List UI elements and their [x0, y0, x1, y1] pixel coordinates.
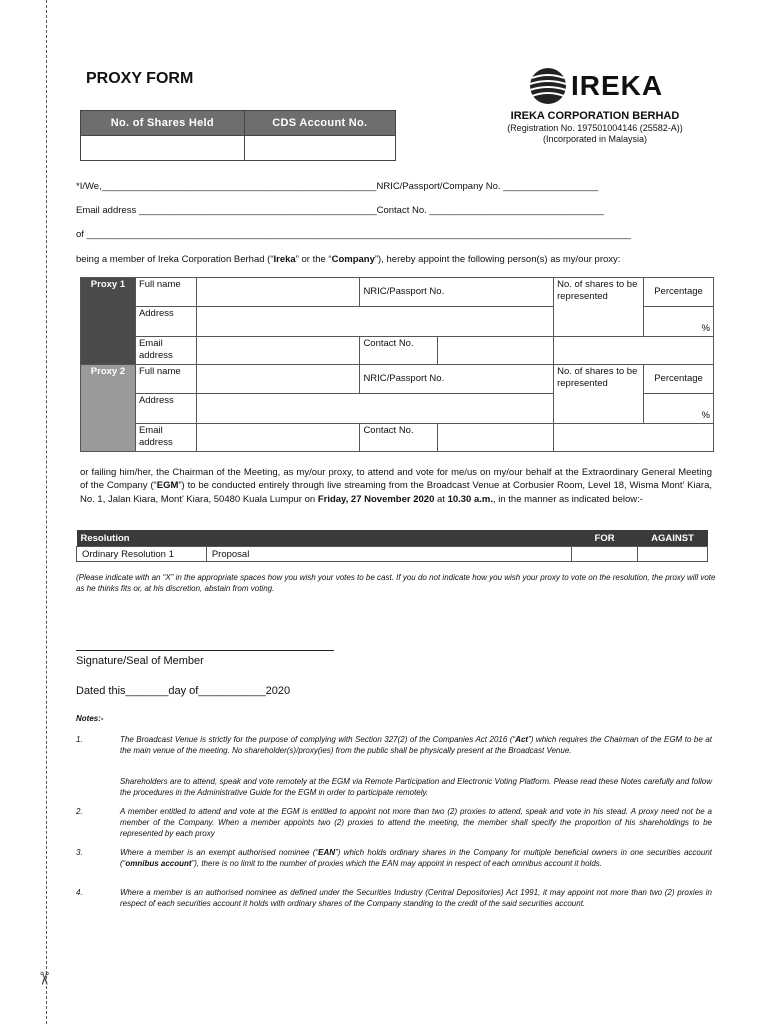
proxy1-fullname-field[interactable]	[196, 278, 360, 307]
note-number: 4.	[76, 888, 83, 897]
proxy1-percentage-field[interactable]: %	[644, 307, 714, 337]
cut-line	[46, 0, 47, 1024]
for-header: FOR	[572, 530, 638, 547]
for-vote-cell[interactable]	[572, 547, 638, 562]
note-text: Where a member is an exempt authorised nominee (“EAN”) which holds ordinary shares in the Company for multiple beneficial owners in one securities account (“omnibus account”), there is no limit to the number of proxies which the EAN may appoint in respect of each omnibus account it holds.	[120, 848, 712, 868]
proxy1-contact-field[interactable]	[438, 337, 554, 365]
proxy1-shares-label[interactable]: No. of shares to be represented	[554, 278, 644, 337]
proxy1-blank	[554, 337, 714, 365]
shares-held-header: No. of Shares Held	[81, 111, 245, 136]
proxy2-contact-label: Contact No.	[360, 424, 438, 452]
note-text: A member entitled to attend and vote at the EGM is entitled to appoint not more than two (2) proxies to attend, speak and vote in his stead. A proxy need not be a member of the Company. When a member appoints two (2) proxies to attend the meeting, the member shall specify the proportion of his shareholdings to be represented by each proxy	[120, 807, 712, 838]
proxy1-fullname-label: Full name	[135, 278, 196, 307]
iwe-label: *I/We,	[76, 181, 102, 192]
proxy2-blank	[554, 424, 714, 452]
of-label: of	[76, 229, 84, 240]
proxy2-email-field[interactable]	[196, 424, 360, 452]
proxy2-contact-field[interactable]	[438, 424, 554, 452]
scissors-icon: ✂	[34, 970, 55, 987]
dated-line[interactable]: Dated this_______day of___________2020	[76, 685, 291, 697]
resolution-desc: Proposal	[206, 547, 571, 562]
page-title: PROXY FORM	[86, 70, 194, 87]
email-line[interactable]: Email address _____________________________________________Contact No. _________________________________	[76, 205, 604, 216]
proxy1-address-label: Address	[135, 307, 196, 337]
proxy1-contact-label: Contact No.	[360, 337, 438, 365]
proxy1-address-field[interactable]	[196, 307, 553, 337]
proxy1-nric-label[interactable]: NRIC/Passport No.	[360, 278, 554, 307]
cds-account-field[interactable]	[244, 136, 395, 161]
proxy2-nric-label[interactable]: NRIC/Passport No.	[360, 365, 554, 394]
proxy1-percentage-label: Percentage	[644, 278, 714, 307]
company-name: IREKA CORPORATION BERHAD	[510, 110, 680, 122]
note-number: 3.	[76, 848, 83, 857]
proxy1-email-field[interactable]	[196, 337, 360, 365]
note-text: Shareholders are to attend, speak and vote remotely at the EGM via Remote Participation and Electronic Voting Platform. Please read these Notes carefully and follow the procedures in the Administrative Guide for the EGM in order to participate remotely.	[120, 777, 712, 797]
proxy2-fullname-label: Full name	[135, 365, 196, 394]
proxy2-address-field[interactable]	[196, 394, 553, 424]
proxy-table	[80, 277, 714, 452]
proxy1-label: Proxy 1	[81, 278, 136, 365]
company-registration: (Registration No. 197501004146 (25582-A))	[507, 123, 683, 133]
note-number: 2.	[76, 807, 83, 816]
iwe-line[interactable]: *I/We,____________________________________________________NRIC/Passport/Company No. __________________	[76, 181, 599, 192]
against-vote-cell[interactable]	[638, 547, 708, 562]
company-incorporated: (Incorporated in Malaysia)	[542, 134, 648, 144]
proxy2-percentage-field[interactable]: %	[644, 394, 714, 424]
shares-held-field[interactable]	[81, 136, 245, 161]
signature-label: Signature/Seal of Member	[76, 655, 204, 667]
of-line[interactable]: of _______________________________________________________________________________________________________	[76, 229, 631, 240]
proxy2-shares-label[interactable]: No. of shares to be represented	[554, 365, 644, 424]
email-label: Email address	[76, 205, 137, 216]
proxy2-fullname-field[interactable]	[196, 365, 360, 394]
against-header: AGAINST	[638, 530, 708, 547]
resolution-header: Resolution	[77, 530, 572, 547]
member-statement: being a member of Ireka Corporation Berhad (“Ireka” or the “Company”), hereby appoint the following person(s) as my/our proxy:	[76, 254, 621, 265]
note-text: The Broadcast Venue is strictly for the purpose of complying with Section 327(2) of the Companies Act 2016 (“Act”) which requires the Chairman of the EGM to be at the main venue of the meeting. No shareholder(s)/proxy(ies) from the public shall be physically present at the Broadcast Venue.	[120, 735, 712, 755]
shares-table	[80, 110, 396, 161]
proxy2-email-label: Email address	[135, 424, 196, 452]
cds-account-header: CDS Account No.	[244, 111, 395, 136]
proxy1-email-label: Email address	[135, 337, 196, 365]
note-text: Where a member is an authorised nominee as defined under the Securities Industry (Central Depositories) Act 1991, it may appoint not more than two (2) proxies in respect of each securities account it holds with ordinary shares of the Company standing to the credit of the said securities account.	[120, 888, 712, 908]
signature-line[interactable]	[76, 650, 334, 651]
notes-heading: Notes:-	[76, 714, 104, 723]
contact-label: Contact No.	[376, 205, 427, 216]
voting-instructions: (Please indicate with an “X” in the appropriate spaces how you wish your votes to be cast. If you do not indicate how you wish your proxy to vote on the resolution, the proxy will vote as he thinks fits or, at his discretion, abstain from voting.	[76, 573, 716, 593]
appointment-paragraph: or failing him/her, the Chairman of the Meeting, as my/our proxy, to attend and vote for me/us on my/our behalf at the Extraordinary General Meeting of the Company (“EGM”) to be conducted entirely through live streaming from the Broadcast Venue at Corbusier Room, Level 18, Wisma Mont’ Kiara, No. 1, Jalan Kiara, Mont’ Kiara, 50480 Kuala Lumpur on Friday, 27 November 2020 at 10.30 a.m., in the manner as indicated below:-	[80, 467, 712, 505]
proxy2-address-label: Address	[135, 394, 196, 424]
nric-company-label: NRIC/Passport/Company No.	[376, 181, 501, 192]
resolution-name: Ordinary Resolution 1	[77, 547, 207, 562]
logo-text: IREKA	[571, 70, 664, 101]
note-number: 1.	[76, 735, 83, 744]
resolution-table	[76, 530, 708, 562]
proxy2-label: Proxy 2	[81, 365, 136, 452]
proxy2-percentage-label: Percentage	[644, 365, 714, 394]
